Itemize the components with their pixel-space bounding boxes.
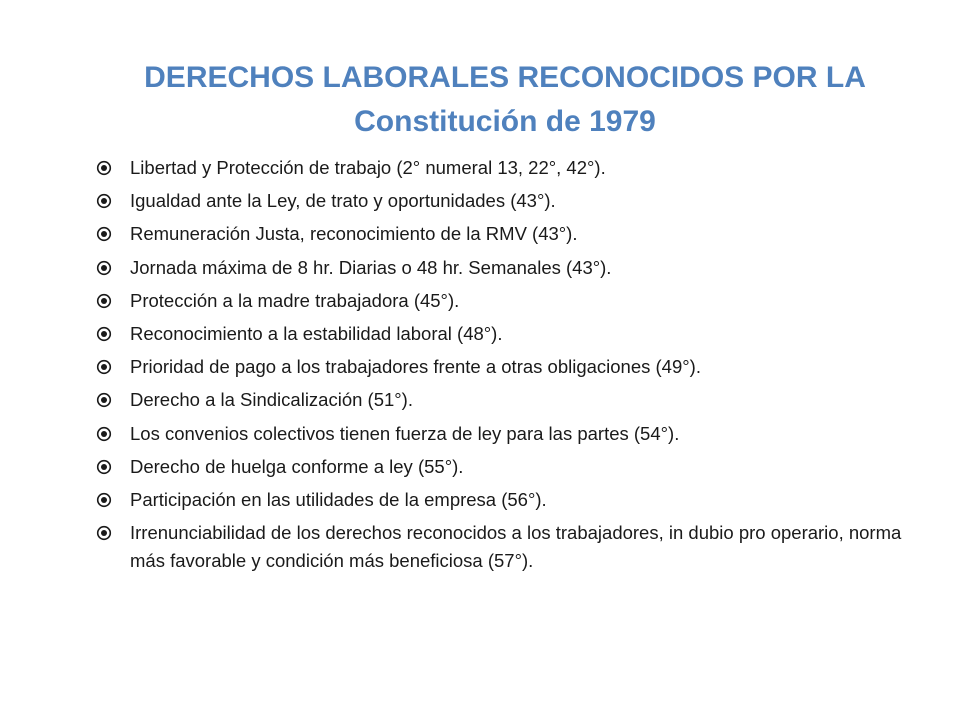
list-item [96,386,906,414]
list-item [96,486,906,514]
list-item [96,320,906,348]
list-item [96,453,906,481]
bullet-list [96,154,906,580]
title-line-2: Constitución de 1979 [354,105,656,139]
bullet-text: Los convenios colectivos tienen fuerza de ley para las partes (54°). [130,422,680,444]
bullet-text: Prioridad de pago a los trabajadores frente a otras obligaciones (49°). [130,356,701,378]
bullet-text: Derecho a la Sindicalización (51°). [130,389,413,411]
circled-dot-icon [96,359,112,375]
circled-dot-icon [96,226,112,242]
list-item [96,287,906,315]
circled-dot-icon [96,426,112,442]
bullet-text: Participación en las utilidades de la empresa (56°). [130,488,547,510]
circled-dot-icon [96,459,112,475]
list-item [96,254,906,282]
circled-dot-icon [96,392,112,408]
bullet-text: Igualdad ante la Ley, de trato y oportunidades (43°). [130,190,556,212]
slide-title [0,56,960,144]
circled-dot-icon [96,160,112,176]
bullet-text: Irrenunciabilidad de los derechos reconocidos a los trabajadores, in dubio pro operario, norma más favorable y condición más beneficiosa (57°). [130,522,902,572]
bullet-text: Derecho de huelga conforme a ley (55°). [130,455,464,477]
circled-dot-icon [96,293,112,309]
circled-dot-icon [96,525,112,541]
list-item [96,353,906,381]
bullet-text: Reconocimiento a la estabilidad laboral (48°). [130,322,503,344]
list-item [96,420,906,448]
list-item [96,154,906,182]
circled-dot-icon [96,260,112,276]
circled-dot-icon [96,326,112,342]
bullet-text: Jornada máxima de 8 hr. Diarias o 48 hr. Semanales (43°). [130,256,612,278]
circled-dot-icon [96,193,112,209]
circled-dot-icon [96,492,112,508]
list-item [96,519,906,575]
list-item [96,187,906,215]
list-item [96,220,906,248]
bullet-text: Protección a la madre trabajadora (45°). [130,289,460,311]
title-line-1: DERECHOS LABORALES RECONOCIDOS POR LA [144,61,866,95]
bullet-text: Remuneración Justa, reconocimiento de la RMV (43°). [130,223,578,245]
bullet-text: Libertad y Protección de trabajo (2° numeral 13, 22°, 42°). [130,157,606,178]
